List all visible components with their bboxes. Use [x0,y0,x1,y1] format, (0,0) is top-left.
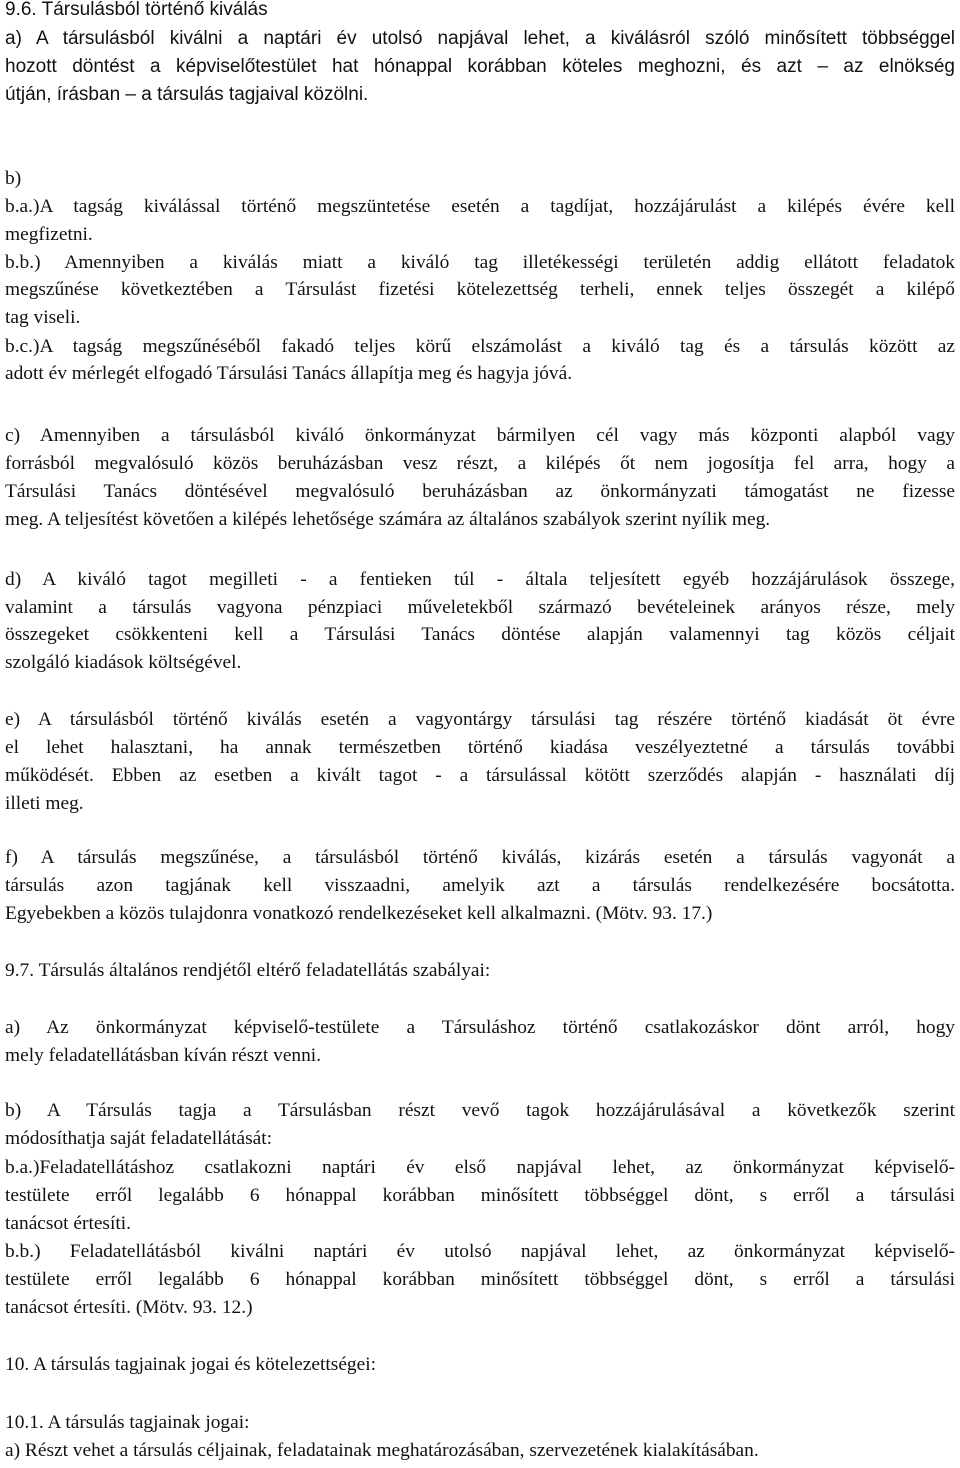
paragraph-line: a) Részt vehet a társulás céljainak, feladatainak meghatározásában, szervezetének kialakításában. [5,1440,759,1461]
paragraph-line: b.b.) Amennyiben a kiválás miatt a kiváló tag illetékességi területén addig ellátott feladatok [5,252,955,273]
paragraph-line: adott év mérlegét elfogadó Társulási Tanács állapítja meg és hagyja jóvá. [5,363,573,384]
paragraph-line: társulás azon tagjának kell visszaadni, amelyik azt a társulás rendelkezésére bocsátotta. [5,875,955,896]
paragraph-line: b.a.)A tagság kiválással történő megszüntetése esetén a tagdíjat, hozzájárulást a kilépés évére kell [5,196,955,217]
paragraph-line: a) A társulásból kiválni a naptári év utolsó napjával lehet, a kiválásról szóló minősített többséggel [5,28,955,49]
paragraph-line: b.a.)Feladatellátáshoz csatlakozni naptári év első napjával lehet, az önkormányzat képviselő- [5,1157,955,1178]
paragraph-line: Társulási Tanács döntésével megvalósuló beruházásban az önkormányzati támogatást ne fizesse [5,481,955,502]
paragraph-line: illeti meg. [5,793,84,814]
paragraph-line: testülete erről legalább 6 hónappal korábban minősített többséggel dönt, s erről a társulási [5,1269,955,1290]
paragraph-line: b.c.)A tagság megszűnéséből fakadó teljes körű elszámolást a kiváló tag és a társulás között az [5,336,955,357]
paragraph-line: forrásból megvalósuló közös beruházásban vesz részt, a kilépés őt nem jogosítja fel arra, hogy a [5,453,955,474]
paragraph-line: szolgáló kiadások költségével. [5,652,242,673]
paragraph-line: b) [5,168,22,189]
paragraph-line: b) A Társulás tagja a Társulásban részt vevő tagok hozzájárulásával a következők szerint [5,1100,955,1121]
paragraph-line: tanácsot értesíti. [5,1213,131,1234]
paragraph-line: c) Amennyiben a társulásból kiváló önkormányzat bármilyen cél vagy más központi alapból vagy [5,425,955,446]
section-heading-9-7: 9.7. Társulás általános rendjétől eltérő feladatellátás szabályai: [5,960,491,981]
paragraph-line: összegeket csökkenteni kell a Társulási Tanács döntése alapján valamennyi tag közös céljait [5,624,955,645]
paragraph-line: testülete erről legalább 6 hónappal korábban minősített többséggel dönt, s erről a társulási [5,1185,955,1206]
section-heading-10-1: 10.1. A társulás tagjainak jogai: [5,1412,250,1433]
paragraph-line: működését. Ebben az esetben a kivált tagot - a társulással kötött szerződés alapján - használati díj [5,765,955,786]
paragraph-line: Egyebekben a közös tulajdonra vonatkozó rendelkezéseket kell alkalmazni. (Mötv. 93. 17.) [5,903,713,924]
paragraph-line: b.b.) Feladatellátásból kiválni naptári év utolsó napjával lehet, az önkormányzat képviselő- [5,1241,955,1262]
paragraph-line: el lehet halasztani, ha annak természetben történő kiadása veszélyeztetné a társulás további [5,737,955,758]
paragraph-line: hozott döntést a képviselőtestület hat hónappal korábban köteles meghozni, és azt – az elnökség [5,56,955,77]
paragraph-line: módosíthatja saját feladatellátását: [5,1128,273,1149]
paragraph-line: tanácsot értesíti. (Mötv. 93. 12.) [5,1297,253,1318]
section-heading-10: 10. A társulás tagjainak jogai és kötelezettségei: [5,1354,377,1375]
paragraph-line: útján, írásban – a társulás tagjaival közölni. [5,84,369,105]
paragraph-line: a) Az önkormányzat képviselő-testülete a Társuláshoz történő csatlakozáskor dönt arról, hogy [5,1017,955,1038]
paragraph-line: megfizetni. [5,224,93,245]
paragraph-line: f) A társulás megszűnése, a társulásból történő kiválás, kizárás esetén a társulás vagyonát a [5,847,955,868]
paragraph-line: valamint a társulás vagyona pénzpiaci műveletekből származó bevételeinek arányos része, mely [5,597,955,618]
paragraph-line: d) A kiváló tagot megilleti - a fentieken túl - általa teljesített egyéb hozzájárulások összege, [5,569,955,590]
section-heading-9-6: 9.6. Társulásból történő kiválás [5,0,268,20]
paragraph-line: mely feladatellátásban kíván részt venni. [5,1045,322,1066]
paragraph-line: megszűnése következtében a Társulást fizetési kötelezettség terheli, ennek teljes összegét a kilépő [5,279,955,300]
paragraph-line: e) A társulásból történő kiválás esetén a vagyontárgy társulási tag részére történő kiadását öt évre [5,709,955,730]
paragraph-line: tag viseli. [5,307,81,328]
paragraph-line: meg. A teljesítést követően a kilépés lehetősége számára az általános szabályok szerint nyílik meg. [5,509,771,530]
